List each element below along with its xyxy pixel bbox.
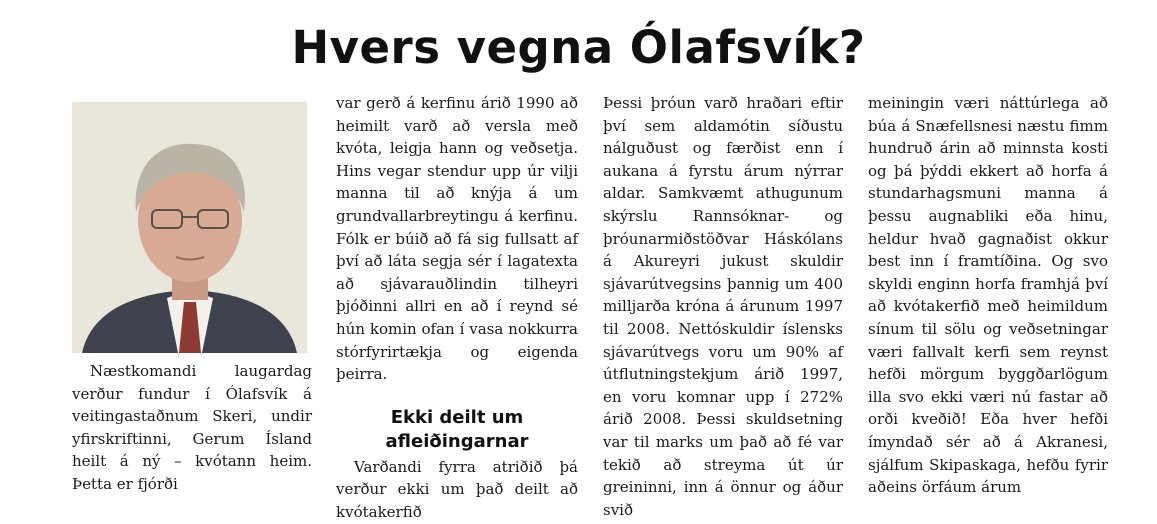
section-subheading: Ekki deilt um afleiðingarnar <box>385 406 529 452</box>
article-paragraph: var gerð á kerfinu árið 1990 að heimilt varð að versla með kvóta, leigja hann og veðsetja. Hins vegar stendur upp úr vilji manna til að knýja á um grundvallarbreytingu á kerfinu. Fólk er búið að fá sig fullsatt af því að láta segja sér í lagatexta að sjávarauðlindin tilheyri þjóðinni allri en að í reynd sé hún komin ofan í vasa nokkurra stórfyrirtækja og eigenda þeirra. <box>336 94 578 384</box>
article-column-4 <box>868 92 1108 499</box>
article-column-2 <box>336 92 578 524</box>
page-title: Hvers vegna Ólafsvík? <box>291 21 866 74</box>
author-photo <box>72 102 307 353</box>
article-paragraph: Þessi þróun varð hraðari eftir því sem aldamótin síðustu nálguðust og færðist enn í aukana á fyrstu árum nýrrar aldar. Samkvæmt athugunum skýrslu Rannsóknar- og þróunarmiðstöðvar Háskólans á Akureyri jukust skuldir sjávarútvegsins þannig um 400 milljarða króna á árunum 1997 til 2008. Nettóskuldir íslensks sjávarútvegs voru um 90% af útflutningstekjum árið 1997, en voru komnar upp í 272% árið 2008. Þessi skuldsetning var til marks um það að fé var tekið að streyma út úr greininni, inn á önnur og áður svið <box>603 94 843 519</box>
portrait-image <box>72 102 307 353</box>
article-column-1 <box>72 92 312 496</box>
article-paragraph: Næstkomandi laugardag verður fundur í Ólafsvík á veitingastaðnum Skeri, undir yfirskriftinni, Gerum Ísland heilt á ný – kvótann heim. Þetta er fjórði <box>72 362 312 493</box>
article-column-3 <box>603 92 843 521</box>
article-paragraph: meiningin væri náttúrlega að búa á Snæfellsnesi næstu fimm hundruð árin að minnsta kosti og þá þýddi ekkert að horfa á stundarhagsmuni manna á þessu augnabliki eða hinu, heldur hvað gagnaðist okkur best inn í framtíðina. Og svo skyldi enginn horfa framhjá því að kvótakerfið með heimildum sínum til sölu og veðsetningar væri fallvalt kerfi sem reynst hefði mörgum byggðarlögum illa svo ekki væri nú fastar að orði kveðið! Eða hver hefði ímyndað sér að á Akranesi, sjálfum Skipaskaga, hefðu fyrir aðeins örfáum árum <box>868 94 1108 497</box>
article-paragraph: Varðandi fyrra atriðið þá verður ekki um það deilt að kvótakerfið <box>336 457 578 521</box>
